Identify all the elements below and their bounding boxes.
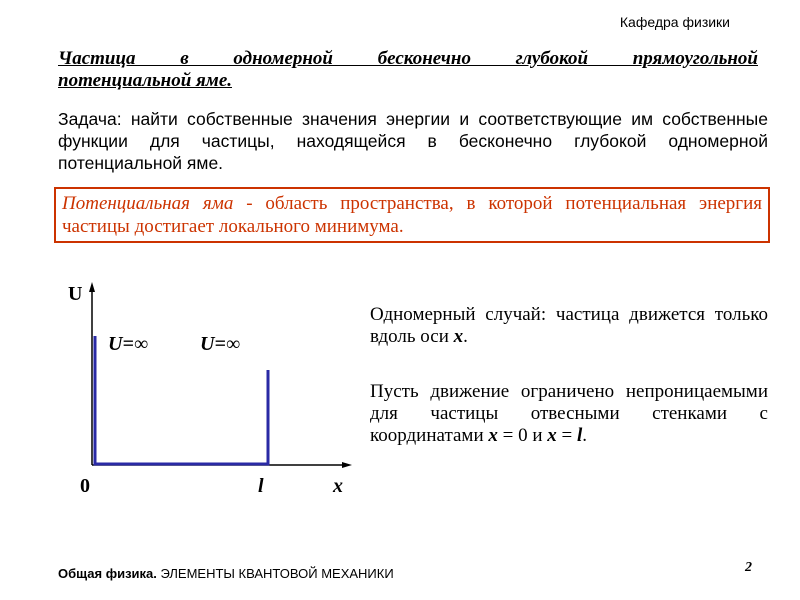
footer-course: Общая физика. xyxy=(58,566,157,581)
title-line-2: потенциальной яме. xyxy=(58,70,232,91)
potential-well-diagram xyxy=(60,278,360,498)
left-wall-potential-label: U=∞ xyxy=(108,333,149,355)
x-axis-arrow xyxy=(342,462,352,468)
title-line-1: Частица в одномерной бесконечно глубокой прямоугольной xyxy=(58,48,758,69)
boundary-walls-paragraph xyxy=(370,381,768,447)
definition-term: Потенциальная яма xyxy=(62,193,234,214)
p1-var-x: x xyxy=(453,326,464,347)
footer-topic: ЭЛЕМЕНТЫ КВАНТОВОЙ МЕХАНИКИ xyxy=(156,566,394,581)
p2-eq2: = xyxy=(556,425,577,446)
p2-text: Пусть движение ограничено непроницаемыми для частицы отвесными стенками с координатами xyxy=(370,381,768,446)
definition-text: - область пространства, в которой потенциальная энергия частицы достигает локального минимума. xyxy=(62,193,762,237)
p2-eq1: = 0 и xyxy=(497,425,548,446)
page-number: 2 xyxy=(745,560,752,575)
wall-position-label: l xyxy=(258,475,264,497)
p2-end: . xyxy=(582,425,588,446)
definition-box xyxy=(54,187,770,243)
axis-x-label: x xyxy=(333,475,343,497)
p2-var-x2: x xyxy=(547,425,557,446)
p1-text: Одномерный случай: частица движется только вдоль оси xyxy=(370,304,768,347)
p1-end: . xyxy=(463,326,468,347)
axis-y-label: U xyxy=(68,283,83,305)
origin-label: 0 xyxy=(80,475,90,497)
footer xyxy=(58,566,394,581)
potential-well-walls xyxy=(95,336,268,464)
p2-var-x1: x xyxy=(488,425,498,446)
y-axis-arrow xyxy=(89,282,95,292)
department-label: Кафедра физики xyxy=(619,14,730,30)
task-statement: Задача: найти собственные значения энергии и соответствующие им собственные функции для частицы, находящейся в бесконечно глубокой одномерной потенциальной яме. xyxy=(58,109,768,173)
p2-var-l: l xyxy=(576,425,583,446)
slide-title xyxy=(58,48,758,92)
one-dimensional-case-paragraph xyxy=(370,304,768,348)
right-wall-potential-label: U=∞ xyxy=(200,333,241,355)
